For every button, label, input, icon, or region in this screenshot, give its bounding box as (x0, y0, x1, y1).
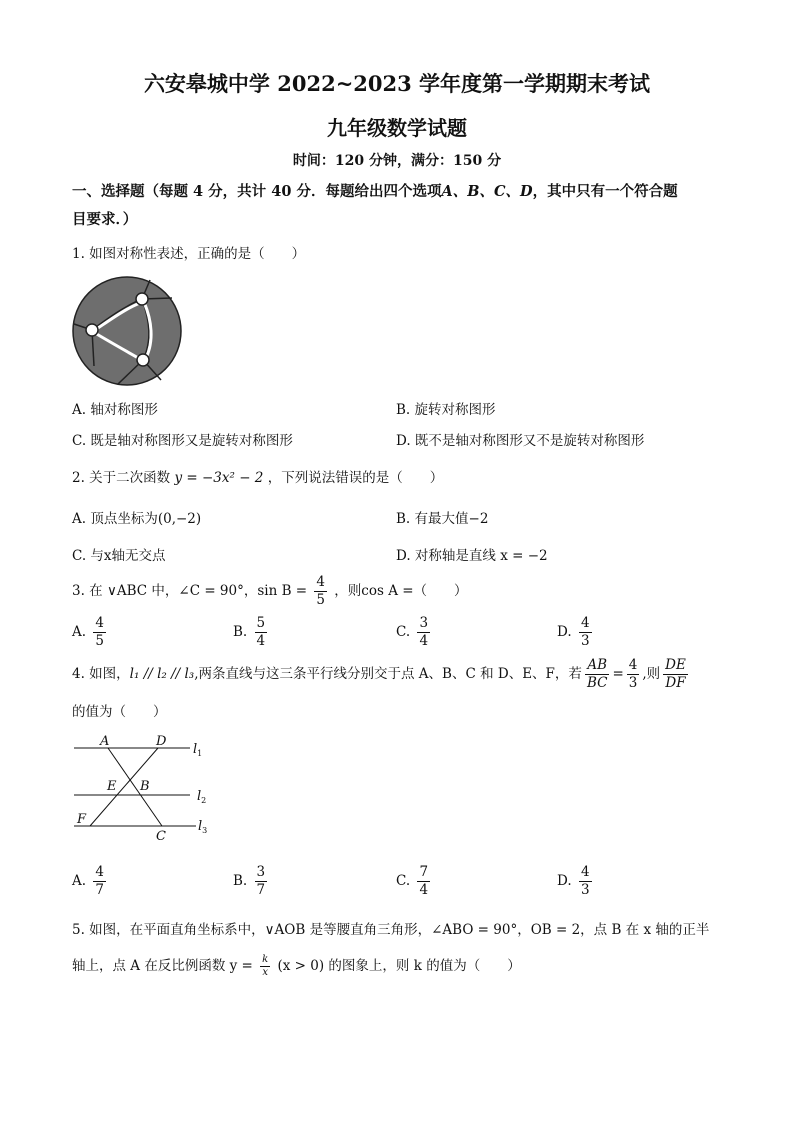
q2-option-c[interactable]: C. 与x轴无交点 (72, 548, 166, 564)
q4-stem-then: ,则 (642, 666, 661, 682)
q4-stem-line2: 的值为（ ） (72, 704, 167, 720)
q3-stem (72, 573, 468, 609)
q4-value-fraction: $\frac{4}{3}$ (628, 657, 638, 691)
q3-sinb-fraction: $\frac{4}{5}$ (316, 574, 325, 608)
q4-stem-pre: 4. 如图， (72, 666, 130, 682)
q2-option-d[interactable]: D. 对称轴是直线 x = −2 (396, 548, 548, 564)
q4-stem-mid: ,两条直线与这三条平行线分别交于点 A、B、C 和 D、E、F，若 (194, 666, 582, 682)
q4-stem: 4. 如图，l₁ // l₂ // l₃,两条直线与这三条平行线分别交于点 A、B、C 和 D、E、F，若 $\frac{AB}{BC}$ = $\frac{4}{3}$ ,则 $\frac{DE}{DF}$ (72, 657, 686, 691)
exam-meta: 时间：120 分钟，满分：150 分 (292, 153, 502, 169)
q4-label-f: F (77, 812, 87, 827)
exam-title: 六安皋城中学 2022~2023 学年度第一学期期末考试 (143, 71, 651, 96)
q1-figure (70, 276, 186, 388)
q4-ratio-fraction: $\frac{AB}{BC}$ (586, 657, 608, 691)
q4-label-l1: $l_1$ (193, 742, 203, 758)
section-heading-letters: A、B、C、D (441, 183, 533, 200)
q5-line2 (72, 950, 521, 982)
q1-option-a[interactable]: A. 轴对称图形 (72, 402, 158, 418)
q3-option-c-fraction: $\frac{3}{4}$ (419, 615, 429, 649)
q2-stem-pre: 2. 关于二次函数 (72, 470, 171, 486)
q3-stem-pre: 3. 在 ∨ABC 中，∠C = 90°，sin B = (72, 583, 308, 599)
q4-option-b-fraction: $\frac{3}{7}$ (256, 864, 266, 898)
q3-option-b-fraction: $\frac{5}{4}$ (256, 615, 266, 649)
q5-line2-pre: 轴上，点 A 在反比例函数 y = (72, 958, 253, 974)
q1-stem: 1. 如图对称性表述，正确的是（ ） (72, 246, 306, 262)
q1-option-b[interactable]: B. 旋转对称图形 (396, 402, 496, 418)
section-heading-line1b: ，其中只有一个符合题 (532, 183, 678, 200)
q4-label-a: A (100, 734, 110, 749)
q4-option-a-fraction: $\frac{4}{7}$ (95, 864, 104, 898)
exam-subtitle: 九年级数学试题 (327, 116, 467, 140)
q1-option-d[interactable]: D. 既不是轴对称图形又不是旋转对称图形 (396, 433, 645, 449)
q4-parallel-lines: l₁ // l₂ // l₃ (129, 666, 195, 682)
q4-label-d: D (156, 734, 167, 749)
q4-label-l3: $l_3$ (198, 819, 208, 835)
q4-option-b[interactable]: B. $\frac{3}{7}$ (233, 864, 266, 898)
q3-option-d-fraction: $\frac{4}{3}$ (580, 615, 590, 649)
q3-option-c[interactable]: C. $\frac{3}{4}$ (396, 615, 429, 649)
q4-label-e: E (107, 779, 117, 794)
q4-label-c: C (156, 829, 166, 844)
q3-option-b[interactable]: B. $\frac{5}{4}$ (233, 615, 266, 649)
q5-k-fraction: $\frac{k}{x}$ (262, 954, 269, 978)
q2-option-a[interactable]: A. 顶点坐标为(0,−2) (72, 511, 202, 527)
q3-option-a-fraction: $\frac{4}{5}$ (95, 615, 104, 649)
q2-stem-post: ，下列说法错误的是（ ） (267, 470, 444, 486)
q3-option-d[interactable]: D. $\frac{4}{3}$ (557, 615, 590, 649)
section-heading-line2: 目要求．） (72, 211, 138, 228)
section-heading-line1: 一、选择题（每题 4 分，共计 40 分．每题给出四个选项 (72, 183, 442, 200)
section-heading (72, 178, 732, 234)
q4-option-d-fraction: $\frac{4}{3}$ (580, 864, 590, 898)
q4-ask-fraction: $\frac{DE}{DF}$ (665, 657, 686, 691)
q3-stem-post: ，则cos A =（ ） (334, 583, 468, 599)
q3-option-a[interactable]: A. $\frac{4}{5}$ (72, 615, 104, 649)
q2-option-b[interactable]: B. 有最大值−2 (396, 511, 489, 527)
q4-option-a[interactable]: A. $\frac{4}{7}$ (72, 864, 104, 898)
q5-line1: 5. 如图，在平面直角坐标系中，∨AOB 是等腰直角三角形，∠ABO = 90°，OB = 2，点 B 在 x 轴的正半 (72, 922, 710, 938)
q5-line2-post: (x > 0) 的图象上，则 k 的值为（ ） (277, 958, 521, 974)
q1-option-c[interactable]: C. 既是轴对称图形又是旋转对称图形 (72, 433, 293, 449)
q2-formula: y = −3x² − 2 (174, 470, 264, 486)
q4-option-c[interactable]: C. $\frac{7}{4}$ (396, 864, 429, 898)
q4-label-l2: $l_2$ (197, 789, 207, 805)
q4-figure (70, 732, 220, 844)
q4-option-d[interactable]: D. $\frac{4}{3}$ (557, 864, 590, 898)
q4-option-c-fraction: $\frac{7}{4}$ (419, 864, 429, 898)
q4-label-b: B (140, 779, 150, 794)
q2-stem (72, 468, 443, 488)
